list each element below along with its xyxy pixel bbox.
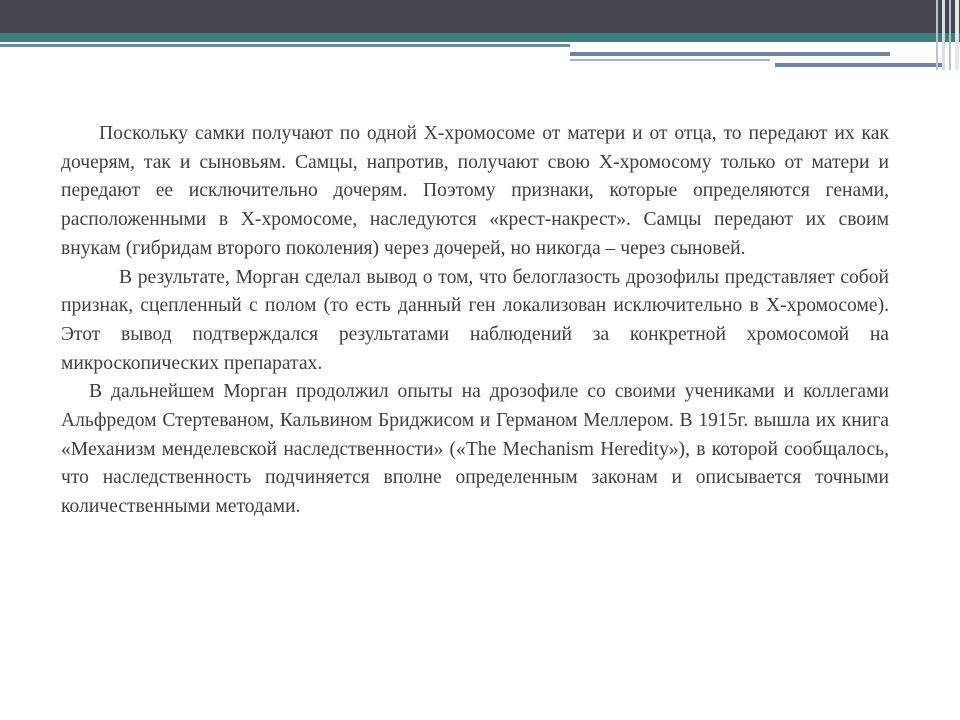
decorative-accent-bar (570, 52, 890, 56)
corner-line (955, 0, 959, 70)
decorative-accent-bar-lower (775, 63, 945, 67)
corner-line (949, 0, 951, 70)
corner-line (936, 0, 938, 70)
slide-body-text (61, 120, 889, 522)
corner-line (942, 0, 945, 70)
header-teal-band (0, 33, 960, 42)
header-dark-band (0, 0, 960, 33)
decorative-accent-bar-thin (570, 59, 770, 61)
paragraph-morgan-book: В дальнейшем Морган продолжил опыты на дрозофиле со своими учениками и коллегами Альфредом Стертеваном, Кальвином Бриджисом и Германом Меллером. В 1915г. вышла их книга «Механизм менделевской наследственности» («The Mechanism Heredity»), в которой сообщалось, что наследственность подчиняется вполне определенным законам и описывается точными количественными методами. (61, 381, 889, 518)
paragraph-morgan-conclusion: В результате, Морган сделал вывод о том, что белоглазость дрозофилы представляет собой признак, сцепленный с полом (то есть данный ген локализован исключительно в X-хромосоме). Этот вывод подтверждался результатами наблюдений за конкретной хромосомой на микроскопических препаратах. (61, 266, 889, 374)
decorative-corner-lines (930, 0, 960, 70)
header-thin-accent-line (0, 44, 570, 47)
paragraph-x-chromosome-inheritance: Поскольку самки получают по одной X-хромосоме от матери и от отца, то передают их как дочерям, так и сыновьям. Самцы, напротив, получают свою X-хромосому только от матери и передают ее исключительно дочерям. Поэтому признаки, которые определяются генами, расположенными в X-хромосоме, наследуются «крест-накрест». Самцы передают их своим внукам (гибридам второго поколения) через дочерей, но никогда – через сыновей. (61, 123, 889, 259)
